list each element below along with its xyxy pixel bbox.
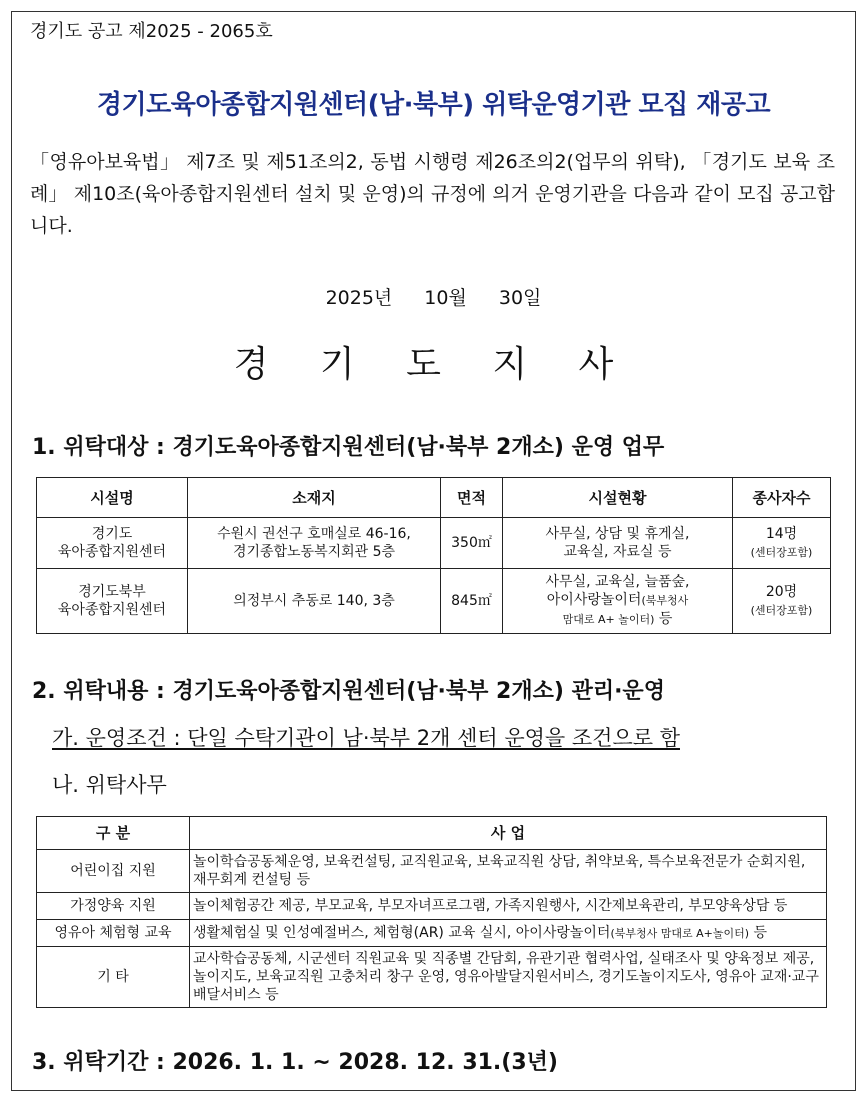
table-row bbox=[37, 850, 827, 893]
table-header-row bbox=[37, 478, 831, 518]
table-header-cell: 면적 bbox=[441, 478, 503, 518]
task-category: 어린이집 지원 bbox=[37, 850, 190, 893]
facility-table bbox=[36, 477, 831, 634]
operating-condition: 가. 운영조건 : 단일 수탁기관이 남·북부 2개 센터 운영을 조건으로 함 bbox=[52, 726, 680, 750]
facility-name: 경기도 육아종합지원센터 bbox=[37, 518, 188, 569]
table-row bbox=[37, 569, 831, 634]
facility-status: 사무실, 상담 및 휴게실, 교육실, 자료실 등 bbox=[503, 518, 733, 569]
table-header-row bbox=[37, 817, 827, 850]
task-category: 영유아 체험형 교육 bbox=[37, 920, 190, 947]
delegated-tasks-label: 나. 위탁사무 bbox=[52, 773, 167, 797]
facility-address: 의정부시 추동로 140, 3층 bbox=[188, 569, 441, 634]
section1-heading: 1. 위탁대상 : 경기도육아종합지원센터(남·북부 2개소) 운영 업무 bbox=[32, 435, 665, 460]
task-description: 놀이체험공간 제공, 부모교육, 부모자녀프로그램, 가족지원행사, 시간제보육관리, 부모양육상담 등 bbox=[190, 893, 827, 920]
issuer-signature: 경 기 도 지 사 bbox=[233, 344, 634, 385]
task-description: 교사학습공동체, 시군센터 직원교육 및 직종별 간담회, 유관기관 협력사업, 실태조사 및 양육정보 제공, 놀이지도, 보육교직원 고충처리 창구 운영, 영유아발달지원서비스, 경기도놀이지도사, 영유아 교재·교구 배달서비스 등 bbox=[190, 947, 827, 1008]
table-row bbox=[37, 947, 827, 1008]
table-row bbox=[37, 920, 827, 947]
table-header-cell: 사 업 bbox=[190, 817, 827, 850]
task-description: 놀이학습공동체운영, 보육컨설팅, 교직원교육, 보육교직원 상담, 취약보육, 특수보육전문가 순회지원, 재무회계 컨설팅 등 bbox=[190, 850, 827, 893]
table-header-cell: 종사자수 bbox=[733, 478, 831, 518]
facility-area: 350㎡ bbox=[441, 518, 503, 569]
intro-paragraph: 「영유아보육법」 제7조 및 제51조의2, 동법 시행령 제26조의2(업무의 위탁), 「경기도 보육 조례」 제10조(육아종합지원센터 설치 및 운영)의 규정에 의거 운영기관을 다음과 같이 모집 공고합니다. bbox=[30, 151, 835, 237]
task-category: 기 타 bbox=[37, 947, 190, 1008]
table-row bbox=[37, 518, 831, 569]
table-header-cell: 시설명 bbox=[37, 478, 188, 518]
task-description: 생활체험실 및 인성예절버스, 체험형(AR) 교육 실시, 아이사랑놀이터(북부청사 맘대로 A+놀이터) 등 bbox=[190, 920, 827, 947]
tasks-table bbox=[36, 816, 827, 1008]
section2-heading: 2. 위탁내용 : 경기도육아종합지원센터(남·북부 2개소) 관리·운영 bbox=[32, 679, 665, 704]
facility-staff: 20명 (센터장포함) bbox=[733, 569, 831, 634]
table-row bbox=[37, 893, 827, 920]
table-header-cell: 시설현황 bbox=[503, 478, 733, 518]
page-title: 경기도육아종합지원센터(남·북부) 위탁운영기관 모집 재공고 bbox=[96, 90, 771, 120]
section3-heading: 3. 위탁기간 : 2026. 1. 1. ~ 2028. 12. 31.(3년) bbox=[32, 1050, 558, 1075]
facility-name: 경기도북부 육아종합지원센터 bbox=[37, 569, 188, 634]
facility-status: 사무실, 교육실, 늘품숲, 아이사랑놀이터(북부청사 맘대로 A+ 놀이터) 등 bbox=[503, 569, 733, 634]
table-header-cell: 소재지 bbox=[188, 478, 441, 518]
task-category: 가정양육 지원 bbox=[37, 893, 190, 920]
notice-date: 2025년 10월 30일 bbox=[325, 287, 542, 309]
facility-staff: 14명 (센터장포함) bbox=[733, 518, 831, 569]
facility-area: 845㎡ bbox=[441, 569, 503, 634]
table-header-cell: 구 분 bbox=[37, 817, 190, 850]
facility-address: 수원시 권선구 호매실로 46-16, 경기종합노동복지회관 5층 bbox=[188, 518, 441, 569]
notice-number: 경기도 공고 제2025 - 2065호 bbox=[30, 21, 273, 42]
